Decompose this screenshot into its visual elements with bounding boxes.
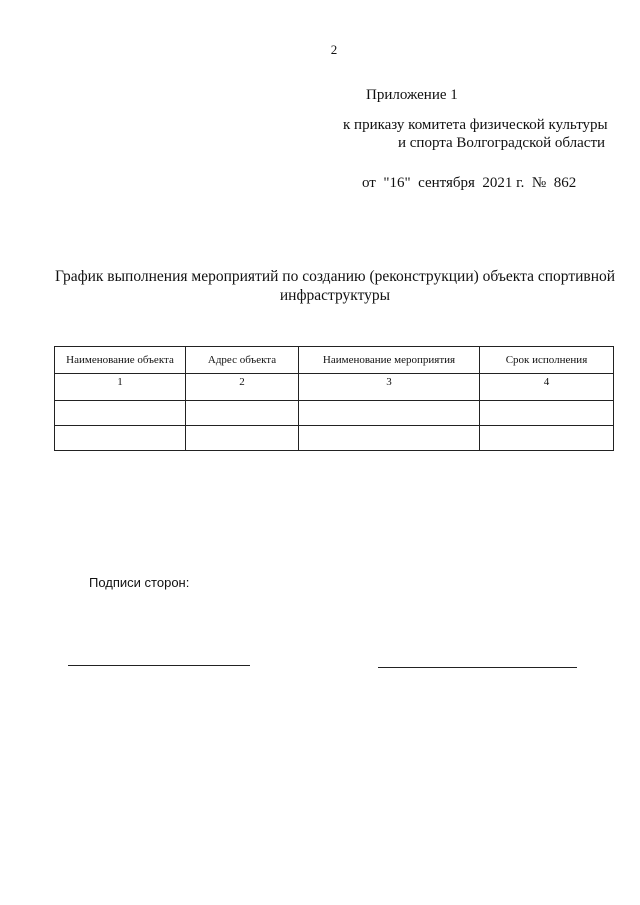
- header-object-name: Наименование объекта: [55, 347, 186, 374]
- page-number: 2: [330, 42, 338, 57]
- signatures-label: Подписи сторон:: [89, 575, 190, 590]
- order-reference-line-2: и спорта Волгоградской области: [398, 135, 606, 151]
- header-deadline: Срок исполнения: [480, 347, 614, 374]
- order-reference-line-1: к приказу комитета физической культуры: [343, 117, 608, 133]
- column-number-row: [55, 374, 614, 401]
- column-number: 1: [55, 374, 186, 401]
- column-number: 4: [480, 374, 614, 401]
- header-object-address: Адрес объекта: [186, 347, 299, 374]
- signature-line-left: [68, 665, 250, 666]
- table-cell: [186, 426, 299, 451]
- table-cell: [55, 426, 186, 451]
- table-cell: [480, 401, 614, 426]
- table-cell: [480, 426, 614, 451]
- schedule-table: [54, 346, 614, 451]
- table-cell: [55, 401, 186, 426]
- column-number: 2: [186, 374, 299, 401]
- table-cell: [299, 426, 480, 451]
- table-row: [55, 401, 614, 426]
- document-title: График выполнения мероприятий по созданию (реконструкции) объекта спортивной инфраструктуры: [54, 268, 616, 304]
- appendix-title: Приложение 1: [366, 87, 458, 103]
- table-cell: [186, 401, 299, 426]
- table-header-row: [55, 347, 614, 374]
- header-activity-name: Наименование мероприятия: [299, 347, 480, 374]
- table-cell: [299, 401, 480, 426]
- order-date-number: от "16" сентября 2021 г. № 862: [362, 175, 577, 191]
- column-number: 3: [299, 374, 480, 401]
- table-row: [55, 426, 614, 451]
- signature-line-right: [378, 667, 577, 668]
